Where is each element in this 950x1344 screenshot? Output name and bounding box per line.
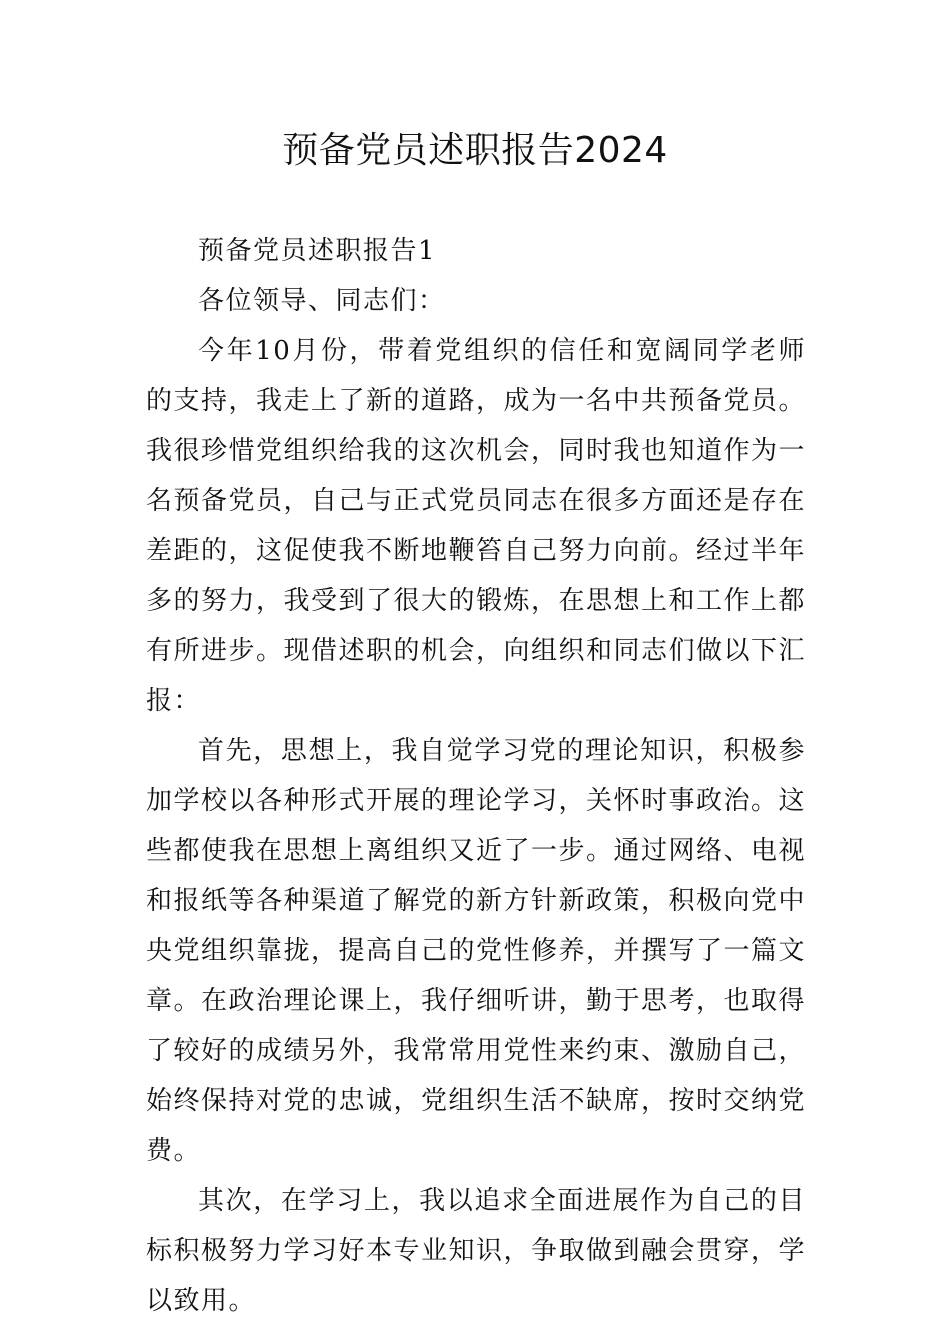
paragraph-study: 其次，在学习上，我以追求全面进展作为自己的目标积极努力学习好本专业知识，争取做到融会贯穿，学以致用。: [146, 1186, 807, 1316]
paragraph-ideology: 首先，思想上，我自觉学习党的理论知识，积极参加学校以各种形式开展的理论学习，关怀时事政治。这些都使我在思想上离组织又近了一步。通过网络、电视和报纸等各种渠道了解党的新方针新政策，积极向党中央党组织靠拢，提高自己的党性修养，并撰写了一篇文章。在政治理论课上，我仔细听讲，勤于思考，也取得了较好的成绩另外，我常常用党性来约束、激励自己，始终保持对党的忠诚，党组织生活不缺席，按时交纳党费。: [146, 736, 807, 1166]
salutation: 各位领导、同志们：: [198, 286, 446, 316]
paragraph-intro: 今年10月份，带着党组织的信任和宽阔同学老师的支持，我走上了新的道路，成为一名中共预备党员。我很珍惜党组织给我的这次机会，同时我也知道作为一名预备党员，自己与正式党员同志在很多方面还是存在差距的，这促使我不断地鞭笞自己努力向前。经过半年多的努力，我受到了很大的锻炼，在思想上和工作上都有所进步。现借述职的机会，向组织和同志们做以下汇报：: [146, 336, 807, 716]
document-title: 预备党员述职报告2024: [282, 130, 668, 171]
document-body: [146, 226, 806, 1326]
report-subtitle: 预备党员述职报告1: [198, 236, 437, 266]
